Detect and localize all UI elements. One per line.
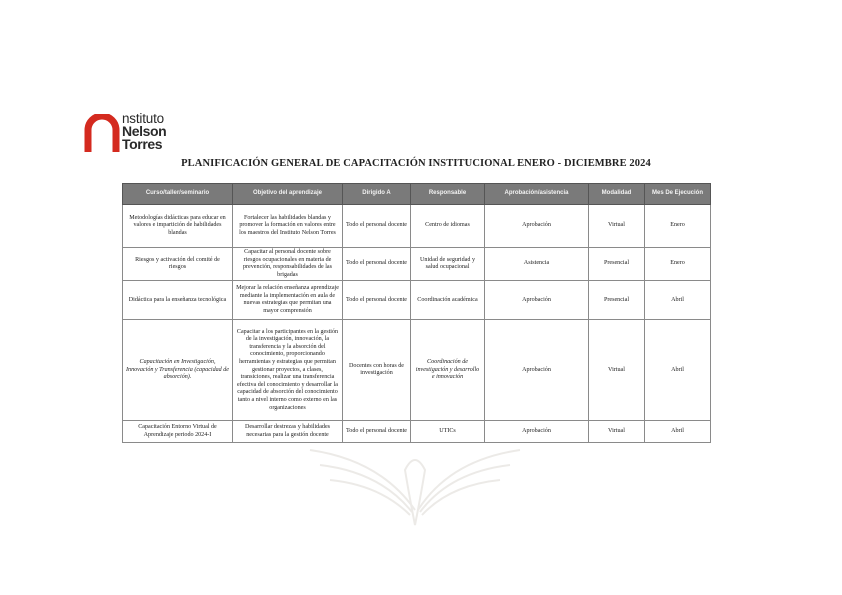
table-row xyxy=(123,205,711,248)
cell-modalidad: Virtual xyxy=(589,205,645,248)
cell-curso: Metodologías didácticas para educar en valores e impartición de habilidades blandas xyxy=(123,205,233,248)
training-plan-table xyxy=(122,183,711,443)
cell-responsable: Unidad de seguridad y salud ocupacional xyxy=(411,248,485,281)
header-modalidad: Modalidad xyxy=(589,184,645,205)
cell-mes: Abril xyxy=(645,421,711,443)
cell-aprobacion: Asistencia xyxy=(485,248,589,281)
cell-mes: Abril xyxy=(645,320,711,421)
cell-modalidad: Presencial xyxy=(589,248,645,281)
cell-dirigido: Todo el personal docente xyxy=(343,248,411,281)
cell-aprobacion: Aprobación xyxy=(485,421,589,443)
cell-aprobacion: Aprobación xyxy=(485,281,589,320)
cell-dirigido: Todo el personal docente xyxy=(343,205,411,248)
header-mes: Mes De Ejecución xyxy=(645,184,711,205)
cell-responsable: Coordinación de investigación y desarrollo e innovación xyxy=(411,320,485,421)
cell-curso: Didáctica para la enseñanza tecnológica xyxy=(123,281,233,320)
cell-modalidad: Virtual xyxy=(589,320,645,421)
table-header-row xyxy=(123,184,711,205)
cell-dirigido: Todo el personal docente xyxy=(343,421,411,443)
table-row xyxy=(123,281,711,320)
cell-objetivo: Fortalecer las habilidades blandas y promover la formación en valores entre los maestros del Instituto Nelson Torres xyxy=(233,205,343,248)
cell-curso: Riesgos y activación del comité de riesgos xyxy=(123,248,233,281)
cell-curso: Capacitación Entorno Virtual de Aprendizaje periodo 2024-I xyxy=(123,421,233,443)
cell-curso: Capacitación en Investigación, Innovación y Transferencia (capacidad de absorción). xyxy=(123,320,233,421)
institute-logo xyxy=(84,110,184,154)
header-dirigido: Dirigido A xyxy=(343,184,411,205)
logo-n-mark-icon xyxy=(84,114,120,152)
header-responsable: Responsable xyxy=(411,184,485,205)
logo-line-2: Nelson xyxy=(122,123,167,139)
cell-responsable: Centro de idiomas xyxy=(411,205,485,248)
cell-responsable: UTICs xyxy=(411,421,485,443)
cell-modalidad: Presencial xyxy=(589,281,645,320)
cell-dirigido: Todo el personal docente xyxy=(343,281,411,320)
cell-mes: Abril xyxy=(645,281,711,320)
logo-wordmark xyxy=(122,112,166,151)
cell-dirigido: Docentes con horas de investigación xyxy=(343,320,411,421)
table-row xyxy=(123,320,711,421)
table-row xyxy=(123,421,711,443)
header-aprobacion: Aprobación/asistencia xyxy=(485,184,589,205)
cell-responsable: Coordinación académica xyxy=(411,281,485,320)
document-title: PLANIFICACIÓN GENERAL DE CAPACITACIÓN INSTITUCIONAL ENERO - DICIEMBRE 2024 xyxy=(181,158,651,169)
logo-line-3: Torres xyxy=(122,136,163,152)
cell-aprobacion: Aprobación xyxy=(485,320,589,421)
cell-mes: Enero xyxy=(645,248,711,281)
watermark-wings-icon xyxy=(300,430,530,530)
cell-objetivo: Mejorar la relación enseñanza aprendizaje mediante la implementación en aula de nuevas estrategias que permitan una mayor comprensión xyxy=(233,281,343,320)
header-objetivo: Objetivo del aprendizaje xyxy=(233,184,343,205)
cell-objetivo: Desarrollar destrezas y habilidades necesarias para la gestión docente xyxy=(233,421,343,443)
cell-objetivo: Capacitar al personal docente sobre riesgos ocupacionales en materia de prevención, responsabilidades de las brigadas xyxy=(233,248,343,281)
header-curso: Curso/taller/seminario xyxy=(123,184,233,205)
cell-modalidad: Virtual xyxy=(589,421,645,443)
cell-objetivo: Capacitar a los participantes en la gestión de la investigación, innovación, la transferencia y la absorción del conocimiento, proporcionando herramientas y estrategias que permitan gestionar proyectos, a clases, transiciones, realizar una transferencia efectiva del conocimiento y desarrollar la capacidad de absorción del conocimiento tanto a nivel interno como externo en las organizaciones xyxy=(233,320,343,421)
logo-line-1: nstituto xyxy=(122,111,164,126)
cell-mes: Enero xyxy=(645,205,711,248)
table-row xyxy=(123,248,711,281)
cell-aprobacion: Aprobación xyxy=(485,205,589,248)
